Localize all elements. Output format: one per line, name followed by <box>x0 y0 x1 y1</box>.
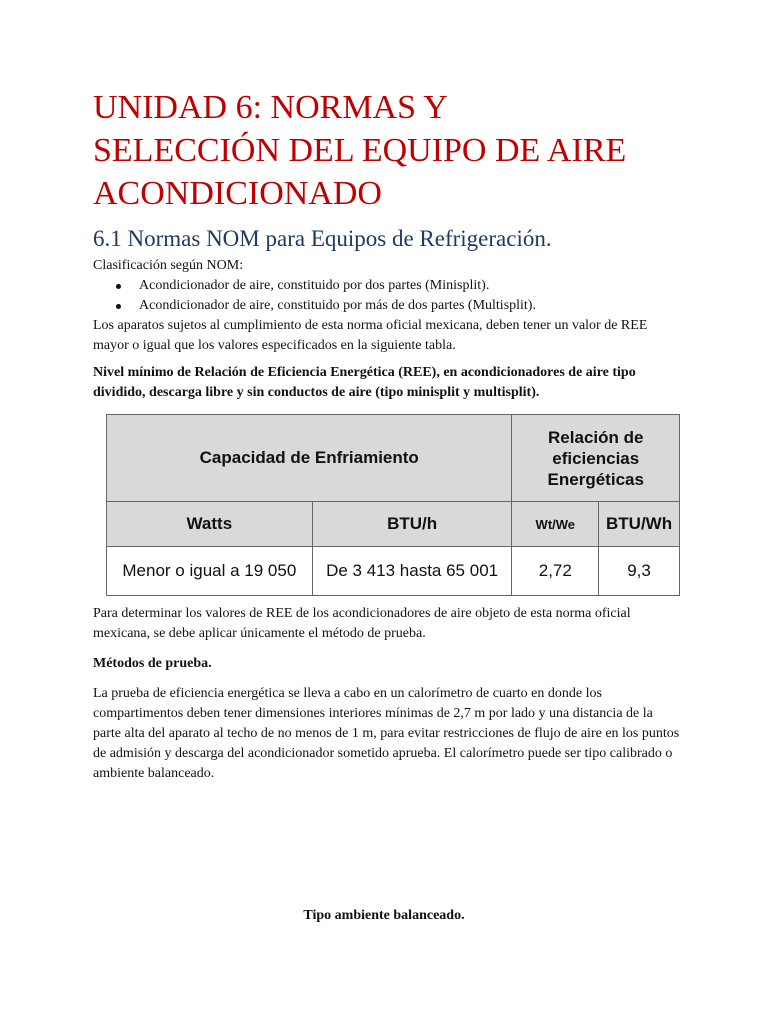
title-line-3: ACONDICIONADO <box>93 175 382 212</box>
header-capacity: Capacidad de Enfriamiento <box>107 415 512 502</box>
intro-paragraph: Los aparatos sujetos al cumplimiento de esta norma oficial mexicana, deben tener un valor de REE mayor o igual que los valores especificados en la siguiente tabla. <box>93 318 648 353</box>
list-item: Acondicionador de aire, constituido por más de dos partes (Multisplit). <box>93 296 683 316</box>
methods-heading: Métodos de prueba. <box>93 656 212 671</box>
page-title <box>93 86 693 215</box>
section-subtitle: 6.1 Normas NOM para Equipos de Refrigeración. <box>93 226 552 251</box>
ree-table <box>106 414 680 596</box>
intro-section <box>93 256 683 356</box>
col-wtwe: Wt/We <box>512 502 599 547</box>
col-btuwh: BTU/Wh <box>599 502 680 547</box>
methods-paragraph: La prueba de eficiencia energética se lleva a cabo en un calorímetro de cuarto en donde los compartimentos deben tener dimensiones interiores mínimas de 2,7 m por lado y una distancia de la parte alta del aparato al techo de no menos de 1 m, para evitar restricciones de flujo de aire en los puntos de admisión y descarga del acondicionador sometido aprueba. El calorímetro puede ser tipo calibrado o ambiente balanceado. <box>93 686 680 781</box>
title-line-1: UNIDAD 6: NORMAS Y <box>93 89 448 126</box>
method-note-paragraph: Para determinar los valores de REE de los acondicionadores de aire objeto de esta norma oficial mexicana, se debe aplicar únicamente el método de prueba. <box>93 606 631 641</box>
table-row <box>107 547 680 596</box>
ree-level-paragraph: Nivel mínimo de Relación de Eficiencia Energética (REE), en acondicionadores de aire tipo dividido, descarga libre y sin conductos de aire (tipo minisplit y multisplit). <box>93 365 636 400</box>
ree-table-figure <box>106 414 680 596</box>
list-item: Acondicionador de aire, constituido por dos partes (Minisplit). <box>93 276 683 296</box>
cell-btuh: De 3 413 hasta 65 001 <box>312 547 512 596</box>
cell-btuwh: 9,3 <box>599 547 680 596</box>
header-ree <box>512 415 680 502</box>
classification-list <box>93 276 683 316</box>
title-line-2: SELECCIÓN DEL EQUIPO DE AIRE <box>93 132 627 169</box>
cell-wtwe: 2,72 <box>512 547 599 596</box>
col-watts: Watts <box>107 502 313 547</box>
cell-watts: Menor o igual a 19 050 <box>107 547 313 596</box>
classification-label: Clasificación según NOM: <box>93 258 244 273</box>
col-btuh: BTU/h <box>312 502 512 547</box>
figure-caption: Tipo ambiente balanceado. <box>303 908 465 923</box>
header-ree-text: Relación de eficiencias Energéticas <box>547 427 644 489</box>
